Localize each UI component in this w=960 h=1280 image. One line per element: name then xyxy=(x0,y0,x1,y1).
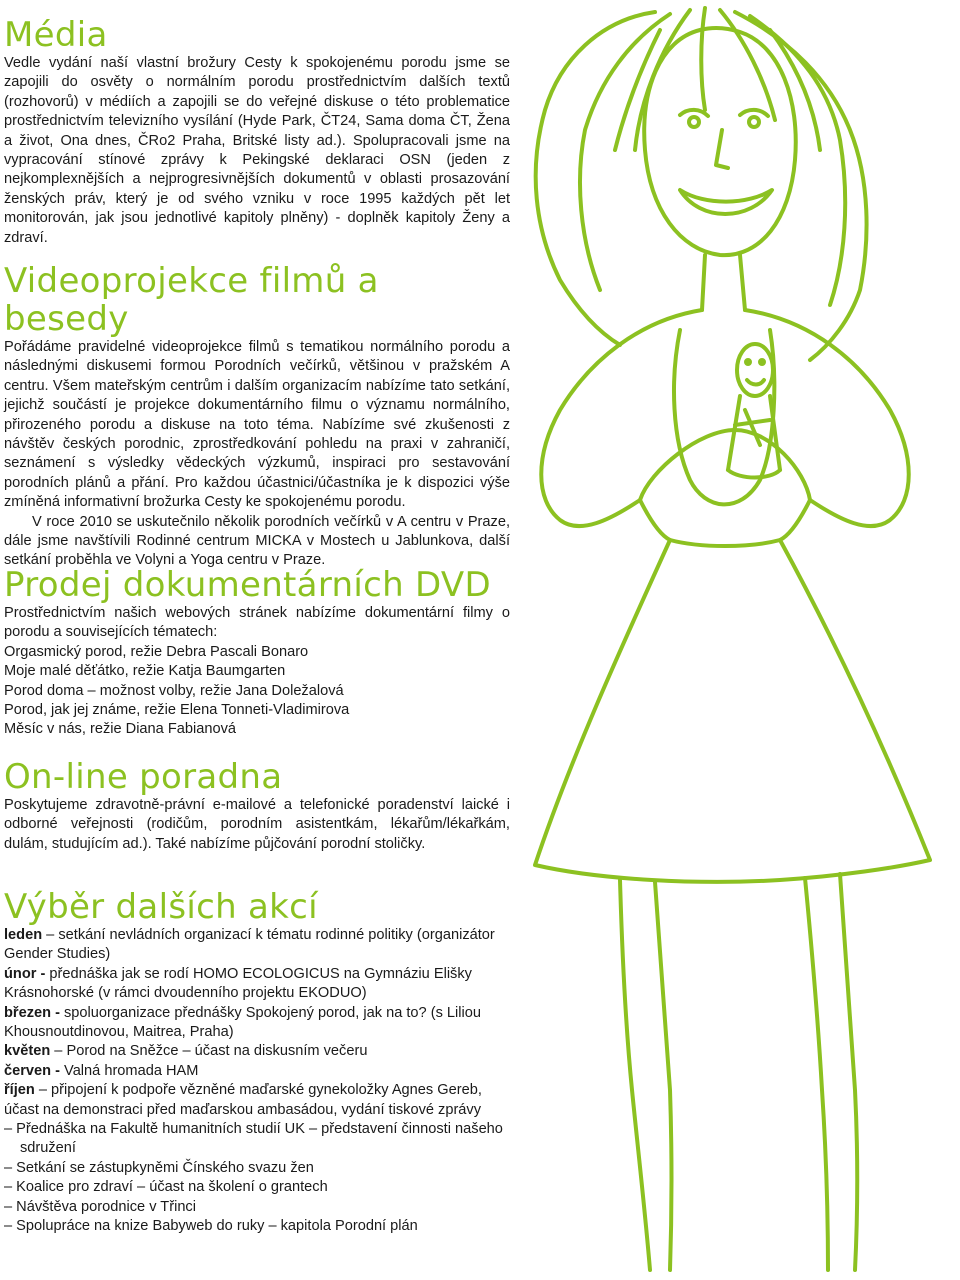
event-item: leden – setkání nevládních organizací k tématu rodinné politiky (organizátor Gender Studies) xyxy=(4,927,495,963)
section-video xyxy=(4,262,510,571)
section-events xyxy=(4,888,510,1237)
events-heading: Výběr dalších akcí xyxy=(4,887,318,927)
event-item: říjen – připojení k podpoře vězněné maďarské gynekoložky Agnes Gereb, účast na demonstraci před maďarskou ambasádou, vydání tiskové zprávy xyxy=(4,1082,482,1118)
video-text-2: V roce 2010 se uskutečnilo několik porodních večírků v A centru v Praze, dále jsme navštívili Rodinné centrum MICKA v Mostech u Jablunkova, další setkání proběhla ve Volyni a Yoga centru v Praze. xyxy=(4,513,510,569)
event-dash-item: – Setkání se zástupkyněmi Čínského svazu žen xyxy=(4,1159,314,1176)
media-heading: Média xyxy=(4,15,108,55)
dvd-film-item: Porod, jak jej známe, režie Elena Tonneti-Vladimirova xyxy=(4,702,350,719)
dvd-heading: Prodej dokumentárních DVD xyxy=(4,565,491,605)
dvd-film-item: Orgasmický porod, režie Debra Pascali Bonaro xyxy=(4,643,309,660)
dvd-film-item: Měsíc v nás, režie Diana Fabianová xyxy=(4,721,236,738)
online-heading: On-line poradna xyxy=(4,757,283,797)
video-text-1: Pořádáme pravidelné videoprojekce filmů s tematikou normálního porodu a následnými diskusemi formou Porodních večírků, většinou v pražském A centru. Všem mateřským centrům i dalším organizacím nabízíme tato setkání, jejichž součástí je projekce dokumentárního filmu o významu normálního, přirozeného porodu a diskuse na toto téma. Nabízíme své zkušenosti z návštěv českých porodnic, zprostředkování pohledu na praxi v zahraničí, seznámení s výsledky vědeckých výzkumů, inspiraci pro sestavování porodních plánů a přání. Pro každou účastnici/účastníka je k dispozici výše zmíněná informativní brožurka Cesty ke spokojenému porodu. xyxy=(4,339,510,511)
event-dash-item: – Přednáška na Fakultě humanitních studií UK – představení činnosti našeho sdružení xyxy=(4,1121,503,1157)
section-media xyxy=(4,16,510,248)
event-item: květen – Porod na Sněžce – účast na diskusním večeru xyxy=(4,1043,368,1060)
section-online xyxy=(4,758,510,854)
dvd-film-item: Moje malé děťátko, režie Katja Baumgarten xyxy=(4,663,286,680)
event-dash-item: – Koalice pro zdraví – účast na školení o grantech xyxy=(4,1179,328,1196)
dvd-film-list xyxy=(4,643,510,740)
video-heading: Videoprojekce filmů a besedy xyxy=(4,261,379,339)
section-dvd xyxy=(4,566,510,740)
media-text: Vedle vydání naší vlastní brožury Cesty k spokojenému porodu jsme se zapojili do osvěty o normálním porodu prostřednictvím dalších textů (rozhovorů) v médiích a zapojili se do veřejné diskuse o této problematice prostřednictvím televizního vysílání (Hyde Park, ČT24, Sama doma ČT, Žena a život, Ona dnes, ČRo2 Praha, Britské listy ad.). Spolupracovali jsme na vypracování stínové zprávy k Pekingské deklaraci OSN (jeden z nejkomplexnějších a nejprogresivnějších dokumentů v oblasti prosazování ženských práv, který je od svého vzniku v roce 1995 každých pět let monitorován, jak jsou jednotlivé kapitoly plněny) - doplněk kapitoly Ženy a zdraví. xyxy=(4,55,510,246)
dvd-film-item: Porod doma – možnost volby, režie Jana Doležalová xyxy=(4,682,344,699)
online-text: Poskytujeme zdravotně-právní e-mailové a telefonické poradenství laické i odborné veřejnosti (rodičům, porodním asistentkám, lékařům/lékařkám, dulám, studujícím ad.). Také nabízíme půjčování porodní stoličky. xyxy=(4,797,510,852)
event-item: červen - Valná hromada HAM xyxy=(4,1062,199,1079)
dvd-intro: Prostřednictvím našich webových stránek nabízíme dokumentární filmy o porodu a souvisejících tématech: xyxy=(4,605,510,641)
event-dash-item: – Návštěva porodnice v Třinci xyxy=(4,1198,196,1215)
event-item: březen - spoluorganizace přednášky Spokojený porod, jak na to? (s Liliou Khousnoutdinovou, Maitrea, Praha) xyxy=(4,1004,481,1041)
event-dash-item: – Spolupráce na knize Babyweb do ruky – kapitola Porodní plán xyxy=(4,1218,418,1235)
event-item: únor - přednáška jak se rodí HOMO ECOLOGICUS na Gymnáziu Elišky Krásnohorské (v rámci dvoudenního projektu EKODUO) xyxy=(4,965,472,1002)
